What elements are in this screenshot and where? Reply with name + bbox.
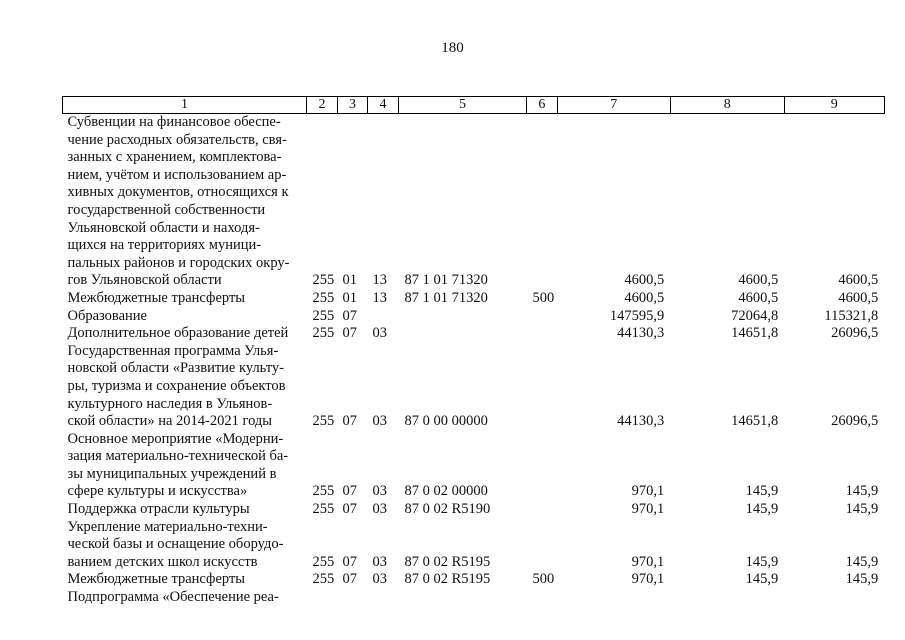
cell-target-article	[399, 308, 527, 326]
cell-subsection: 03	[372, 413, 387, 430]
cell-subsection: 13	[372, 289, 387, 306]
header-col-7: 7	[557, 97, 670, 114]
cell-section: 07	[342, 553, 357, 570]
cell-section: 07	[342, 571, 357, 588]
cell-expense-type	[527, 501, 558, 519]
header-col-9: 9	[784, 97, 884, 114]
item-name-line: зация материально-технической ба-	[67, 448, 289, 465]
cell-amount-col9: 145,9	[845, 553, 879, 570]
item-name-line: Поддержка отрасли культуры	[67, 501, 250, 518]
table-body	[63, 114, 885, 607]
cell-amount-col8: 14651,8	[731, 325, 779, 342]
table-row	[63, 325, 885, 343]
item-name-line: Субвенции на финансовое обеспе-	[67, 114, 281, 130]
cell-grbs: 255	[312, 289, 335, 306]
table-row	[63, 589, 885, 607]
header-col-5: 5	[399, 97, 527, 114]
cell-item-name	[63, 431, 307, 501]
item-name-line: Укрепление материально-техни-	[67, 518, 268, 535]
table-header-row	[63, 97, 885, 114]
cell-section: 07	[342, 307, 357, 324]
cell-expense-type	[527, 343, 558, 431]
table-row	[63, 343, 885, 431]
item-name-line: Ульяновской области и находя-	[67, 219, 260, 236]
cell-amount-col7: 970,1	[631, 483, 665, 500]
cell-amount-col7: 970,1	[631, 553, 665, 570]
item-name-line: ской области» на 2014-2021 годы	[67, 413, 273, 430]
cell-amount-col8: 4600,5	[738, 289, 779, 306]
cell-section	[338, 589, 368, 607]
cell-amount-col8: 14651,8	[731, 413, 779, 430]
cell-target-article	[399, 589, 527, 607]
cell-amount-col8: 4600,5	[738, 272, 779, 289]
item-name-line: сфере культуры и искусства»	[67, 483, 248, 500]
item-name-line: зы муниципальных учреждений в	[67, 465, 277, 482]
item-name-line: Образование	[67, 307, 147, 324]
cell-item-name	[63, 290, 307, 308]
cell-target-article: 87 0 02 R5190	[404, 501, 491, 518]
cell-grbs: 255	[312, 307, 335, 324]
cell-section: 07	[342, 501, 357, 518]
cell-target-article: 87 0 02 R5195	[404, 571, 491, 588]
cell-expense-type	[527, 589, 558, 607]
item-name-line: культурного наследия в Ульянов-	[67, 395, 273, 412]
cell-target-article: 87 0 02 00000	[404, 483, 488, 500]
cell-amount-col7: 970,1	[631, 501, 665, 518]
cell-amount-col7: 147595,9	[609, 307, 665, 324]
cell-subsection: 03	[372, 483, 387, 500]
table-row	[63, 571, 885, 589]
cell-item-name	[63, 571, 307, 589]
budget-table	[62, 96, 885, 607]
cell-grbs: 255	[312, 571, 335, 588]
cell-amount-col7: 44130,3	[617, 413, 665, 430]
header-col-3: 3	[338, 97, 368, 114]
cell-subsection	[368, 308, 399, 326]
cell-amount-col9	[784, 589, 884, 607]
item-name-line: занных с хранением, комплектова-	[67, 149, 282, 166]
cell-amount-col9: 145,9	[845, 483, 879, 500]
cell-amount-col8	[670, 589, 784, 607]
table-row	[63, 431, 885, 501]
cell-section: 01	[342, 272, 357, 289]
cell-subsection	[368, 589, 399, 607]
page-number: 180	[441, 40, 464, 56]
cell-amount-col8: 145,9	[745, 553, 779, 570]
cell-item-name	[63, 519, 307, 572]
item-name-line: Межбюджетные трансферты	[67, 571, 246, 588]
cell-subsection: 03	[372, 571, 387, 588]
cell-amount-col7: 4600,5	[624, 272, 665, 289]
cell-target-article: 87 1 01 71320	[404, 289, 488, 306]
cell-amount-col8: 72064,8	[731, 307, 779, 324]
cell-grbs: 255	[312, 553, 335, 570]
cell-amount-col9: 4600,5	[838, 289, 879, 306]
cell-target-article: 87 1 01 71320	[404, 272, 488, 289]
cell-expense-type	[527, 308, 558, 326]
table-row	[63, 501, 885, 519]
cell-grbs	[307, 589, 338, 607]
cell-expense-type: 500	[532, 289, 555, 306]
table-row	[63, 308, 885, 326]
cell-amount-col9: 26096,5	[831, 325, 879, 342]
cell-grbs: 255	[312, 501, 335, 518]
cell-amount-col8: 145,9	[745, 483, 779, 500]
cell-section: 07	[342, 413, 357, 430]
item-name-line: ры, туризма и сохранение объектов	[67, 377, 286, 394]
cell-amount-col9: 145,9	[845, 501, 879, 518]
cell-amount-col9: 26096,5	[831, 413, 879, 430]
item-name-line: ванием детских школ искусств	[67, 553, 258, 570]
item-name-line: Государственная программа Улья-	[67, 342, 279, 359]
cell-amount-col8: 145,9	[745, 501, 779, 518]
cell-grbs: 255	[312, 413, 335, 430]
item-name-line: Межбюджетные трансферты	[67, 289, 246, 306]
cell-amount-col7: 970,1	[631, 571, 665, 588]
cell-item-name	[63, 325, 307, 343]
item-name-line: новской области «Развитие культу-	[67, 360, 284, 377]
cell-section: 01	[342, 289, 357, 306]
cell-amount-col7	[557, 589, 670, 607]
item-name-line: чение расходных обязательств, свя-	[67, 131, 287, 148]
cell-item-name	[63, 589, 307, 607]
cell-target-article	[399, 325, 527, 343]
item-name-line: нием, учётом и использованием ар-	[67, 166, 287, 183]
cell-amount-col7: 44130,3	[617, 325, 665, 342]
cell-item-name	[63, 308, 307, 326]
item-name-line: гов Ульяновской области	[67, 272, 222, 289]
cell-amount-col9: 115321,8	[824, 307, 879, 324]
cell-amount-col9: 145,9	[845, 571, 879, 588]
cell-amount-col8: 145,9	[745, 571, 779, 588]
cell-section: 07	[342, 325, 357, 342]
cell-target-article: 87 0 02 R5195	[404, 553, 491, 570]
item-name-line: пальных районов и городских окру-	[67, 254, 290, 271]
header-col-1: 1	[63, 97, 307, 114]
cell-grbs: 255	[312, 272, 335, 289]
cell-expense-type: 500	[532, 571, 555, 588]
cell-item-name	[63, 501, 307, 519]
cell-grbs: 255	[312, 483, 335, 500]
cell-item-name	[63, 114, 307, 290]
table-row	[63, 519, 885, 572]
cell-expense-type	[527, 325, 558, 343]
cell-section: 07	[342, 483, 357, 500]
table-row	[63, 290, 885, 308]
cell-expense-type	[527, 431, 558, 501]
cell-target-article: 87 0 00 00000	[404, 413, 488, 430]
cell-item-name	[63, 343, 307, 431]
item-name-line: щихся на территориях муници-	[67, 237, 262, 254]
cell-subsection: 03	[372, 501, 387, 518]
header-col-4: 4	[368, 97, 399, 114]
item-name-line: государственной собственности	[67, 201, 266, 218]
table-row	[63, 114, 885, 290]
cell-expense-type	[527, 519, 558, 572]
cell-grbs: 255	[312, 325, 335, 342]
cell-expense-type	[527, 114, 558, 290]
cell-subsection: 03	[372, 553, 387, 570]
item-name-line: хивных документов, относящихся к	[67, 184, 289, 201]
item-name-line: Дополнительное образование детей	[67, 325, 289, 342]
item-name-line: ческой базы и оснащение оборудо-	[67, 536, 284, 553]
header-col-8: 8	[670, 97, 784, 114]
cell-subsection: 13	[372, 272, 387, 289]
cell-subsection: 03	[372, 325, 387, 342]
item-name-line: Подпрограмма «Обеспечение реа-	[67, 589, 279, 606]
cell-amount-col9: 4600,5	[838, 272, 879, 289]
cell-amount-col7: 4600,5	[624, 289, 665, 306]
item-name-line: Основное мероприятие «Модерни-	[67, 430, 284, 447]
header-col-2: 2	[307, 97, 338, 114]
header-col-6: 6	[527, 97, 558, 114]
